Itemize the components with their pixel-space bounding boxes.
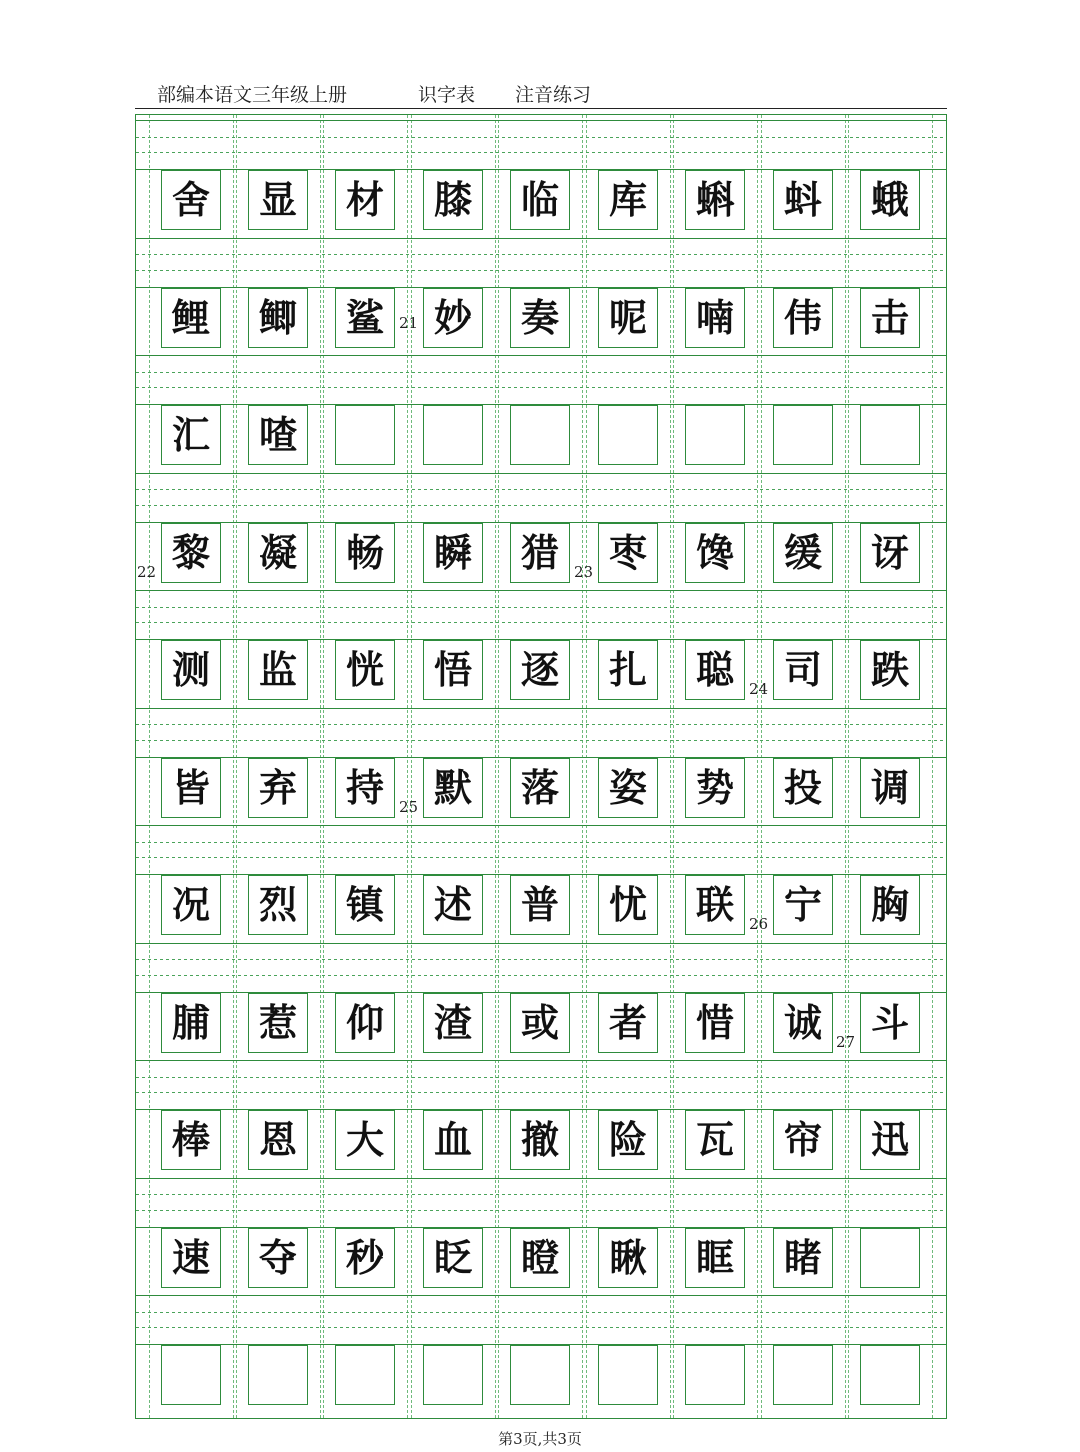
character-cell (335, 1110, 395, 1170)
character: 诚 (783, 999, 822, 1045)
character: 鲤 (171, 294, 210, 340)
character: 惜 (695, 999, 734, 1045)
character-cell (598, 1228, 658, 1288)
character: 者 (608, 999, 647, 1045)
character-cell (860, 758, 920, 818)
character-cell (773, 758, 833, 818)
pinyin-writing-band[interactable] (136, 1295, 946, 1345)
character: 蛾 (870, 177, 909, 222)
page-number: 第3页,共3页 (498, 1430, 582, 1448)
character-cell (510, 170, 570, 230)
character: 扎 (608, 647, 647, 692)
character-cell (335, 170, 395, 230)
character-cell (423, 993, 483, 1053)
empty-character-cell (685, 405, 745, 465)
character-cell (335, 640, 395, 700)
character-cell (161, 288, 221, 348)
character: 测 (171, 647, 210, 692)
empty-character-cell (423, 405, 483, 465)
character: 落 (520, 764, 559, 810)
character: 枣 (608, 529, 647, 575)
character-cell (773, 523, 833, 583)
character: 膝 (433, 177, 472, 222)
character-cell (335, 993, 395, 1053)
character-cell (248, 1228, 308, 1288)
character-cell (510, 758, 570, 818)
character: 烈 (258, 882, 297, 927)
character-cell (335, 523, 395, 583)
character: 馋 (695, 529, 734, 575)
character-cell (510, 993, 570, 1053)
empty-character-cell (335, 405, 395, 465)
character-cell (248, 875, 308, 935)
character: 述 (433, 882, 472, 927)
character: 默 (433, 764, 472, 810)
character: 撤 (520, 1117, 559, 1162)
character: 材 (345, 177, 384, 222)
character-cell (598, 170, 658, 230)
character: 仰 (345, 999, 384, 1045)
empty-character-cell (860, 405, 920, 465)
character: 弃 (258, 764, 297, 810)
character: 聪 (695, 647, 734, 692)
character-cell (248, 640, 308, 700)
character: 持 (345, 764, 384, 810)
character-cell (773, 288, 833, 348)
character-cell (335, 758, 395, 818)
character: 普 (520, 882, 559, 927)
exercise-title: 注音练习 (515, 84, 592, 106)
lesson-number: 25 (399, 797, 419, 816)
character-cell (510, 523, 570, 583)
empty-character-cell (860, 1345, 920, 1405)
character: 或 (520, 999, 559, 1045)
character: 险 (608, 1117, 647, 1162)
character-cell (161, 405, 221, 465)
pinyin-writing-band[interactable] (136, 1060, 946, 1110)
character-cell (860, 993, 920, 1053)
character: 宁 (783, 882, 822, 927)
character-cell (773, 1228, 833, 1288)
pinyin-writing-band[interactable] (136, 120, 946, 170)
lesson-number: 27 (836, 1032, 856, 1051)
character: 瓦 (695, 1117, 734, 1162)
lesson-number: 22 (137, 562, 157, 581)
empty-character-cell (860, 1228, 920, 1288)
character: 帘 (783, 1117, 822, 1162)
character: 皆 (171, 764, 210, 810)
lesson-number: 23 (574, 562, 594, 581)
character-cell (161, 1228, 221, 1288)
empty-character-cell (335, 1345, 395, 1405)
character: 大 (345, 1117, 384, 1162)
character: 击 (870, 294, 909, 340)
character: 舍 (171, 177, 210, 222)
lesson-number: 21 (399, 313, 419, 332)
character: 库 (608, 177, 647, 222)
pinyin-writing-band[interactable] (136, 590, 946, 640)
character-cell (248, 1110, 308, 1170)
character-cell (598, 523, 658, 583)
character-cell (423, 758, 483, 818)
practice-grid (135, 114, 947, 1419)
character-cell (685, 1110, 745, 1170)
character: 临 (520, 177, 559, 222)
character-cell (423, 288, 483, 348)
character-cell (685, 288, 745, 348)
character-cell (161, 1110, 221, 1170)
character-cell (773, 170, 833, 230)
character: 惹 (258, 999, 297, 1045)
character-cell (598, 993, 658, 1053)
character-cell (598, 640, 658, 700)
character: 凝 (258, 529, 297, 575)
empty-character-cell (598, 1345, 658, 1405)
character-cell (510, 640, 570, 700)
pinyin-writing-band[interactable] (136, 238, 946, 288)
character: 奏 (520, 294, 559, 340)
character: 伟 (783, 294, 822, 340)
character-cell (161, 640, 221, 700)
character-cell (685, 170, 745, 230)
character: 畅 (345, 529, 384, 575)
empty-character-cell (773, 405, 833, 465)
character-cell (685, 993, 745, 1053)
character-cell (248, 405, 308, 465)
character: 血 (433, 1117, 472, 1162)
character-cell (773, 640, 833, 700)
character-cell (248, 288, 308, 348)
character-cell (423, 640, 483, 700)
character-cell (161, 170, 221, 230)
pinyin-writing-band[interactable] (136, 825, 946, 875)
character-cell (860, 170, 920, 230)
character-cell (423, 875, 483, 935)
character-cell (685, 523, 745, 583)
character-cell (860, 640, 920, 700)
book-title: 部编本语文三年级上册 (157, 84, 348, 106)
lesson-number: 26 (749, 915, 769, 933)
character-cell (685, 758, 745, 818)
character-cell (598, 758, 658, 818)
character: 调 (870, 764, 909, 810)
character-cell (510, 875, 570, 935)
character: 汇 (171, 412, 210, 457)
character-cell (685, 875, 745, 935)
character: 忧 (608, 882, 647, 927)
character-cell (335, 288, 395, 348)
character: 眶 (695, 1234, 734, 1280)
character-cell (773, 993, 833, 1053)
character: 渣 (433, 999, 472, 1045)
character-cell (598, 1110, 658, 1170)
character-cell (423, 170, 483, 230)
empty-character-cell (773, 1345, 833, 1405)
character-cell (685, 640, 745, 700)
character: 斗 (870, 999, 909, 1045)
character: 逐 (520, 647, 559, 692)
section-title: 识字表 (418, 84, 476, 106)
character-cell (773, 1110, 833, 1170)
character-cell (161, 523, 221, 583)
empty-character-cell (423, 1345, 483, 1405)
character-cell (598, 875, 658, 935)
character: 恩 (258, 1117, 297, 1162)
character: 缓 (783, 529, 822, 575)
character: 棒 (171, 1117, 210, 1162)
character: 瞬 (433, 529, 472, 575)
character-cell (773, 875, 833, 935)
character: 鲫 (258, 294, 297, 340)
lesson-number: 24 (749, 680, 769, 698)
character: 瞪 (520, 1234, 559, 1280)
character-cell (248, 170, 308, 230)
character: 司 (783, 647, 822, 692)
character-cell (685, 1228, 745, 1288)
character: 喳 (258, 412, 297, 457)
character-cell (248, 523, 308, 583)
character: 蚪 (783, 177, 822, 222)
character: 联 (695, 882, 734, 927)
character: 蝌 (695, 177, 734, 222)
character: 况 (171, 882, 210, 927)
character: 跌 (870, 647, 909, 692)
character: 呢 (608, 294, 647, 340)
pinyin-writing-band[interactable] (136, 708, 946, 758)
character-cell (161, 993, 221, 1053)
character: 监 (258, 647, 297, 692)
character-cell (161, 875, 221, 935)
character: 瞅 (608, 1234, 647, 1280)
character: 睹 (783, 1234, 822, 1280)
character: 脯 (171, 999, 210, 1045)
character-cell (161, 758, 221, 818)
pinyin-writing-band[interactable] (136, 943, 946, 993)
character-cell (248, 758, 308, 818)
character-cell (598, 288, 658, 348)
character-cell (248, 993, 308, 1053)
character-cell (423, 1228, 483, 1288)
empty-character-cell (161, 1345, 221, 1405)
page-header (135, 78, 947, 109)
character: 秒 (345, 1234, 384, 1280)
character-cell (423, 523, 483, 583)
empty-character-cell (685, 1345, 745, 1405)
character: 眨 (433, 1234, 472, 1280)
character: 投 (783, 764, 822, 810)
character: 姿 (608, 764, 647, 810)
character: 鲨 (345, 294, 384, 340)
character: 迅 (870, 1117, 909, 1162)
empty-character-cell (248, 1345, 308, 1405)
empty-character-cell (510, 405, 570, 465)
character: 夺 (258, 1234, 297, 1280)
character: 镇 (345, 882, 384, 927)
character: 黎 (171, 529, 210, 575)
character: 胸 (870, 882, 909, 927)
pinyin-writing-band[interactable] (136, 355, 946, 405)
empty-character-cell (598, 405, 658, 465)
character-cell (510, 1110, 570, 1170)
character-cell (860, 1110, 920, 1170)
character: 显 (258, 177, 297, 222)
character-cell (860, 875, 920, 935)
character: 悟 (433, 647, 472, 692)
pinyin-writing-band[interactable] (136, 1178, 946, 1228)
character-cell (510, 288, 570, 348)
character: 猎 (520, 529, 559, 575)
character-cell (423, 1110, 483, 1170)
pinyin-writing-band[interactable] (136, 473, 946, 523)
character: 恍 (345, 647, 384, 692)
character: 速 (171, 1234, 210, 1280)
character-cell (335, 1228, 395, 1288)
character-cell (335, 875, 395, 935)
empty-character-cell (510, 1345, 570, 1405)
character: 妙 (433, 294, 472, 340)
character: 讶 (870, 529, 909, 575)
character-cell (510, 1228, 570, 1288)
character: 喃 (695, 294, 734, 340)
character-cell (860, 288, 920, 348)
character-cell (860, 523, 920, 583)
character: 势 (695, 764, 734, 810)
